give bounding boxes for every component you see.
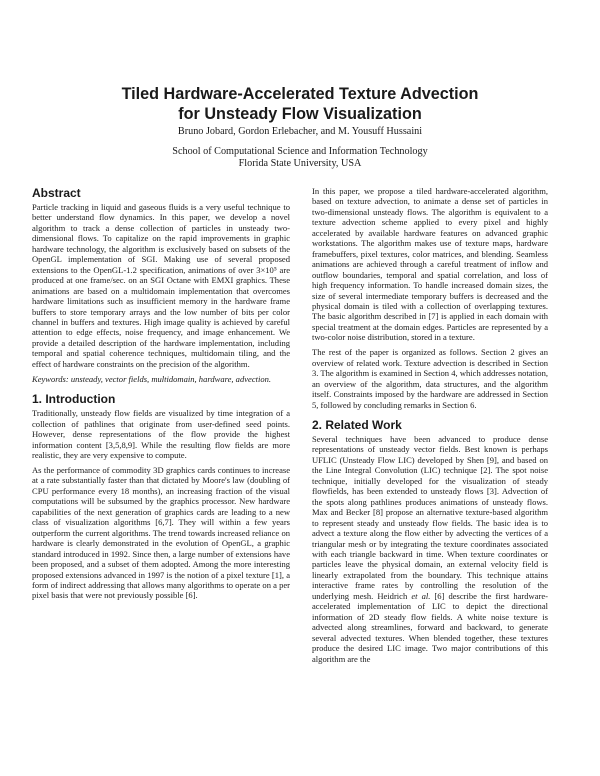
title-line-1: Tiled Hardware-Accelerated Texture Advection <box>121 85 479 103</box>
related-work-paragraph <box>312 434 548 664</box>
related-work-text: [6] describe the first hardware-accelerated implementation of LIC to depict the directional information of 2D steady flow fields. A white noise texture is advected along streamlines, forward and backward, to generate several advected textures. When blended together, these textures produce the desired LIC image. Two major contributions of this algorithm are the <box>312 590 548 664</box>
related-work-heading: 2. Related Work <box>312 418 402 433</box>
paper-title <box>0 84 600 124</box>
title-line-2: for Unsteady Flow Visualization <box>178 105 422 123</box>
left-column <box>32 186 290 605</box>
introduction-heading: 1. Introduction <box>32 392 116 407</box>
introduction-paragraph: In this paper, we propose a tiled hardware-accelerated algorithm, based on texture advection, to animate a dense set of particles in two-dimensional unsteady flows. The algorithm is equivalent to a texture advection scheme applied to every pixel and highly accelerated by available hardware features on advanced graphic workstations. The algorithm makes use of texture maps, hardware framebuffers, pixel textures, color matrices, and blending. Seamless animations are achieved through a careful treatment of inflow and outflow boundaries, temporal and spatial correlation, and loss of high frequency information. To handle increased domain sizes, the size of several intermediate temporary buffers is decreased and the physical domain is tiled with a collection of overlapping textures. The basic algorithm described in [7] is applied in each domain with special treatment at the domain edges. Particles are represented by a two-color noise distribution, stored in a texture. <box>312 186 548 343</box>
et-al-italic: et al. <box>411 590 431 601</box>
authors: Bruno Jobard, Gordon Erlebacher, and M. Yousuff Hussaini <box>177 126 423 137</box>
right-column <box>312 186 548 668</box>
introduction-paragraph: The rest of the paper is organized as follows. Section 2 gives an overview of related work. Texture advection is described in Section 3. The algorithm is examined in Section 4, which addresses notation, an overview of the algorithm, data structures, and the algorithm itself. Constraints imposed by the hardware are addressed in Section 5, followed by concluding remarks in Section 6. <box>312 347 548 410</box>
keywords: Keywords: unsteady, vector fields, multidomain, hardware, advection. <box>32 373 272 384</box>
introduction-paragraph: As the performance of commodity 3D graphics cards continues to increase at a rate substantially faster than that dictated by Moore's law (doubling of CPU performance every 18 months), an increasing fraction of the visual computations will be subsumed by the graphics processor. New hardware capabilities of the next generation of graphics cards are leading to a new class of visualization algorithms [6,7]. They will within a few years outperform the current algorithms. The trend towards increased reliance on hardware is clearly demonstrated in the evolution of OpenGL, a graphic standard introduced in 1992. Since then, a large number of extensions have been proposed, and a subset of them adopted. Among the more interesting proposed extensions advanced in 1997 is the notion of a pixel texture [1], a form of indirect addressing that allows many algorithms to operate on a per pixel basis that were not previously possible [6]. <box>32 464 290 601</box>
abstract-body: Particle tracking in liquid and gaseous fluids is a very useful technique to better understand flow dynamics. In this paper, we develop a novel algorithm to track a dense collection of particles in unsteady two-dimensional flows. To capitalize on the rapid improvements in graphic hardware technology, the algorithm is exclusively based on subsets of the OpenGL implementation of SGI. Making use of several proposed extensions to the OpenGL-1.2 specification, animations of over 3×10⁵ are produced at one frame/sec. on an SGI Octane with EMXI graphics. These animations are based on a multidomain implementation that overcomes hardware limitations such as insufficient memory in the hardware frame buffers to store temporary arrays and the low number of bits per color channel in buffers and textures. High image quality is achieved by careful attention to edge effects, noise frequency, and image enhancement. We provide a detailed description of the hardware implementation, including temporal and spatial coherence techniques, multidomain tiling, and the effect of hardware constraints on the precision of the algorithm. <box>32 202 290 369</box>
affiliation <box>0 146 600 169</box>
related-work-text: Several techniques have been advanced to produce dense representations of unsteady vector fields. Best known is perhaps UFLIC (Unsteady Flow LIC) developed by Shen [9], and based on the Line Integral Convolution (LIC) technique [2]. The spot noise technique, initially developed for the visualization of steady flowfields, has been extended to unsteady flows [3]. Advection of the spots along pathlines produces animations of unsteady flows. Max and Becker [8] propose an alternative texture-based algorithm to represent steady and unsteady flow fields. The basic idea is to advect a texture along the flow either by advecting the vertices of a triangular mesh or by integrating the texture coordinates associated with each triangle backward in time. When texture coordinates or particles leave the physical domain, an external velocity field is linearly extrapolated from the boundary. This technique attains interactive frame rates by controlling the resolution of the underlying mesh. Heidrich <box>312 434 548 601</box>
affiliation-line-1: School of Computational Science and Information Technology <box>172 146 428 157</box>
abstract-heading: Abstract <box>32 186 81 200</box>
affiliation-line-2: Florida State University, USA <box>238 157 362 169</box>
introduction-paragraph: Traditionally, unsteady flow fields are visualized by time integration of a collection of pathlines that originate from user-defined seed points. However, dense representations of the flow provide the highest information content [3,5,8,9]. While the resulting flow fields are more realistic, they are very expensive to compute. <box>32 408 290 461</box>
